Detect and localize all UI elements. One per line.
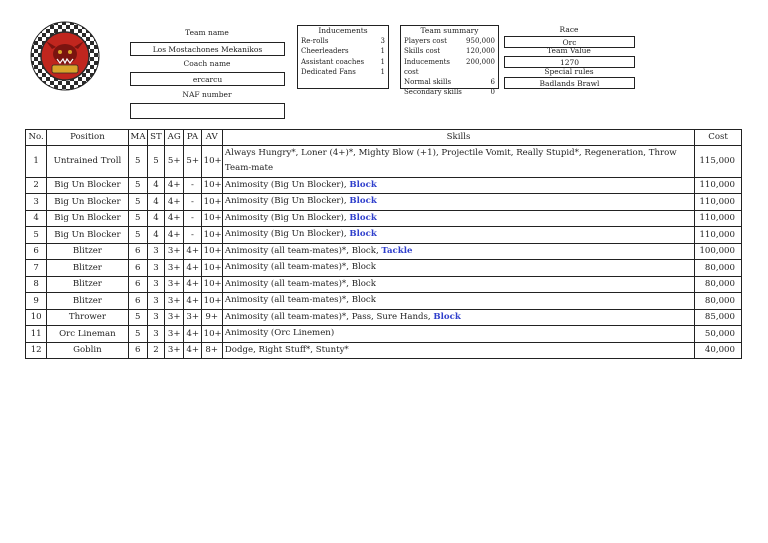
- table-row: [26, 276, 742, 293]
- cell-position: Orc Lineman: [47, 326, 128, 343]
- cell-av: 10+: [201, 276, 222, 293]
- cell-av: 10+: [201, 177, 222, 194]
- cell-av: 10+: [201, 293, 222, 310]
- cell-cost: 115,000: [695, 145, 742, 177]
- skill-added: Block: [349, 196, 377, 206]
- cell-st: 3: [147, 309, 164, 326]
- team-name-field[interactable]: Los Mostachones Mekanikos: [130, 42, 285, 56]
- column-header-cost: Cost: [695, 130, 742, 146]
- column-header-st: ST: [147, 130, 164, 146]
- cell-cost: 110,000: [695, 227, 742, 244]
- column-header-ag: AG: [165, 130, 184, 146]
- cell-ag: 3+: [165, 243, 184, 260]
- inducements-box: [297, 25, 389, 89]
- cell-ma: 5: [128, 210, 147, 227]
- cell-position: Blitzer: [47, 293, 128, 310]
- roster-header-row: [26, 130, 742, 146]
- inducement-item-value: 3: [380, 37, 385, 45]
- inducement-item-value: 1: [380, 47, 385, 56]
- special-rules-label: Special rules: [544, 67, 594, 76]
- table-row: [26, 326, 742, 343]
- team-summary-box: [400, 25, 499, 97]
- cell-av: 10+: [201, 210, 222, 227]
- cell-ag: 3+: [165, 260, 184, 277]
- cell-cost: 110,000: [695, 177, 742, 194]
- cell-cost: 80,000: [695, 260, 742, 277]
- table-row: [26, 210, 742, 227]
- summary-item-value: 200,000: [466, 57, 495, 66]
- cell-no: 10: [26, 309, 47, 326]
- team-summary-list: [401, 36, 498, 98]
- cell-pa: 3+: [184, 309, 201, 326]
- cell-pa: 4+: [184, 293, 201, 310]
- summary-item-label: Normal skills: [404, 78, 452, 87]
- cell-ag: 3+: [165, 309, 184, 326]
- inducement-item-value: 1: [380, 67, 385, 76]
- cell-skills: [222, 260, 694, 277]
- coach-name-field[interactable]: ercarcu: [130, 72, 285, 86]
- skill-added: Block: [433, 311, 461, 322]
- cell-ag: 5+: [165, 145, 184, 177]
- cell-cost: 80,000: [695, 276, 742, 293]
- cell-skills: [222, 276, 694, 293]
- cell-ag: 4+: [165, 210, 184, 227]
- table-row: [26, 293, 742, 310]
- summary-item: [401, 87, 498, 97]
- summary-item-value: 0: [490, 88, 495, 97]
- inducement-item-label: Assistant coaches: [301, 57, 365, 66]
- cell-av: 10+: [201, 145, 222, 177]
- cell-position: Goblin: [47, 342, 128, 359]
- cell-ma: 5: [128, 194, 147, 211]
- summary-item-label: Players cost: [404, 37, 447, 45]
- summary-item-label: Secondary skills: [404, 88, 462, 97]
- cell-skills: [222, 243, 694, 260]
- cell-av: 10+: [201, 326, 222, 343]
- cell-no: 6: [26, 243, 47, 260]
- cell-skills: [222, 342, 694, 359]
- cell-cost: 110,000: [695, 194, 742, 211]
- cell-skills: [222, 326, 694, 343]
- skill-text: Animosity (Big Un Blocker),: [224, 229, 350, 239]
- team-name-label: Team name: [185, 28, 229, 37]
- coach-name-label: Coach name: [183, 59, 231, 68]
- cell-position: Blitzer: [47, 243, 128, 260]
- inducements-list: [298, 36, 388, 77]
- cell-st: 3: [147, 326, 164, 343]
- cell-no: 2: [26, 177, 47, 194]
- summary-item: [401, 57, 498, 78]
- column-header-no: No.: [26, 130, 47, 146]
- cell-position: Big Un Blocker: [47, 227, 128, 244]
- column-header-av: AV: [201, 130, 222, 146]
- skill-text: Dodge, Right Stuff*, Stunty*: [224, 344, 349, 355]
- cell-ag: 4+: [165, 227, 184, 244]
- cell-pa: 4+: [184, 326, 201, 343]
- cell-ma: 5: [128, 326, 147, 343]
- naf-number-field[interactable]: [130, 103, 285, 119]
- cell-cost: 50,000: [695, 326, 742, 343]
- cell-position: Blitzer: [47, 276, 128, 293]
- summary-item: [401, 36, 498, 46]
- skill-text: Animosity (all team-mates)*, Block: [224, 262, 376, 272]
- team-summary-title: Team summary: [420, 26, 479, 35]
- cell-st: 3: [147, 243, 164, 260]
- cell-skills: [222, 177, 694, 194]
- summary-item-label: Skills cost: [404, 47, 441, 56]
- column-header-ma: MA: [128, 130, 147, 146]
- cell-ma: 6: [128, 243, 147, 260]
- inducement-item: [298, 57, 388, 67]
- cell-st: 4: [147, 210, 164, 227]
- orc-team-logo-icon: [30, 21, 100, 91]
- cell-av: 10+: [201, 243, 222, 260]
- skill-text: Animosity (all team-mates)*, Block: [224, 278, 376, 289]
- cell-skills: [222, 309, 694, 326]
- summary-item: [401, 46, 498, 56]
- cell-position: Big Un Blocker: [47, 194, 128, 211]
- skill-added: Block: [349, 229, 377, 239]
- cell-cost: 100,000: [695, 243, 742, 260]
- cell-position: Untrained Troll: [47, 145, 128, 177]
- cell-cost: 80,000: [695, 293, 742, 310]
- cell-no: 12: [26, 342, 47, 359]
- cell-st: 4: [147, 194, 164, 211]
- cell-pa: 4+: [184, 342, 201, 359]
- cell-ma: 5: [128, 309, 147, 326]
- cell-av: 10+: [201, 194, 222, 211]
- skill-text: Animosity (Orc Linemen): [224, 328, 335, 338]
- cell-position: Big Un Blocker: [47, 210, 128, 227]
- cell-no: 7: [26, 260, 47, 277]
- cell-no: 8: [26, 276, 47, 293]
- skill-added: Block: [349, 179, 377, 190]
- skill-text: Animosity (all team-mates)*, Pass, Sure Hands,: [224, 311, 434, 322]
- cell-av: 10+: [201, 260, 222, 277]
- cell-ag: 4+: [165, 194, 184, 211]
- inducement-item-value: 1: [380, 57, 385, 66]
- cell-ma: 5: [128, 145, 147, 177]
- cell-ag: 4+: [165, 177, 184, 194]
- skill-text: Animosity (Big Un Blocker),: [224, 196, 350, 206]
- cell-pa: -: [184, 194, 201, 211]
- skill-added: Block: [349, 212, 377, 223]
- cell-no: 5: [26, 227, 47, 244]
- cell-pa: 4+: [184, 276, 201, 293]
- cell-av: 9+: [201, 309, 222, 326]
- cell-skills: [222, 145, 694, 177]
- inducement-item: [298, 46, 388, 56]
- summary-item-value: 950,000: [466, 37, 495, 45]
- table-row: [26, 194, 742, 211]
- cell-ma: 6: [128, 342, 147, 359]
- summary-item-value: 120,000: [466, 47, 495, 56]
- cell-skills: [222, 210, 694, 227]
- team-value-field[interactable]: 1270: [504, 56, 635, 68]
- skill-text: Animosity (all team-mates)*, Block,: [224, 245, 382, 256]
- table-row: [26, 177, 742, 194]
- skill-added: Tackle: [381, 245, 413, 256]
- table-row: [26, 260, 742, 277]
- cell-st: 3: [147, 260, 164, 277]
- cell-st: 3: [147, 276, 164, 293]
- race-label: Race: [559, 25, 579, 34]
- team-logo: [30, 21, 100, 91]
- cell-pa: 4+: [184, 243, 201, 260]
- special-rules-field[interactable]: Badlands Brawl: [504, 77, 635, 89]
- cell-ag: 3+: [165, 326, 184, 343]
- cell-cost: 40,000: [695, 342, 742, 359]
- cell-position: Big Un Blocker: [47, 177, 128, 194]
- cell-pa: -: [184, 227, 201, 244]
- cell-av: 8+: [201, 342, 222, 359]
- inducement-item-label: Dedicated Fans: [301, 67, 356, 76]
- cell-ma: 6: [128, 293, 147, 310]
- cell-cost: 85,000: [695, 309, 742, 326]
- team-value-label: Team Value: [547, 46, 591, 55]
- skill-text: Animosity (Big Un Blocker),: [224, 179, 350, 190]
- roster-table: [25, 129, 742, 359]
- cell-skills: [222, 293, 694, 310]
- cell-no: 3: [26, 194, 47, 211]
- cell-ma: 6: [128, 260, 147, 277]
- inducement-item: [298, 67, 388, 77]
- cell-pa: 4+: [184, 260, 201, 277]
- naf-number-label: NAF number: [182, 90, 232, 99]
- column-header-position: Position: [47, 130, 128, 146]
- cell-ma: 5: [128, 177, 147, 194]
- cell-pa: 5+: [184, 145, 201, 177]
- table-row: [26, 243, 742, 260]
- cell-no: 11: [26, 326, 47, 343]
- table-row: [26, 145, 742, 177]
- cell-skills: [222, 227, 694, 244]
- cell-ag: 3+: [165, 293, 184, 310]
- cell-no: 9: [26, 293, 47, 310]
- cell-ma: 5: [128, 227, 147, 244]
- cell-ma: 6: [128, 276, 147, 293]
- cell-st: 5: [147, 145, 164, 177]
- cell-st: 4: [147, 177, 164, 194]
- skill-text: Animosity (all team-mates)*, Block: [224, 295, 376, 305]
- cell-position: Thrower: [47, 309, 128, 326]
- cell-av: 10+: [201, 227, 222, 244]
- cell-no: 1: [26, 145, 47, 177]
- race-field[interactable]: Orc: [504, 36, 635, 48]
- summary-item-label: Inducements cost: [404, 57, 451, 76]
- column-header-skills: Skills: [222, 130, 694, 146]
- inducement-item-label: Re-rolls: [301, 37, 329, 45]
- cell-st: 2: [147, 342, 164, 359]
- cell-cost: 110,000: [695, 210, 742, 227]
- cell-st: 3: [147, 293, 164, 310]
- cell-st: 4: [147, 227, 164, 244]
- cell-ag: 3+: [165, 276, 184, 293]
- skill-text: Always Hungry*, Loner (4+)*, Mighty Blow (+1), Projectile Vomit, Really Stupid*, Regeneration, Throw Team-mate: [224, 147, 677, 173]
- cell-skills: [222, 194, 694, 211]
- inducement-item: [298, 36, 388, 46]
- inducements-title: Inducements: [318, 26, 368, 35]
- table-row: [26, 227, 742, 244]
- cell-ag: 3+: [165, 342, 184, 359]
- summary-item: [401, 77, 498, 87]
- cell-pa: -: [184, 210, 201, 227]
- table-row: [26, 309, 742, 326]
- summary-item-value: 6: [490, 78, 495, 87]
- skill-text: Animosity (Big Un Blocker),: [224, 212, 350, 223]
- cell-no: 4: [26, 210, 47, 227]
- column-header-pa: PA: [184, 130, 201, 146]
- cell-position: Blitzer: [47, 260, 128, 277]
- table-row: [26, 342, 742, 359]
- cell-pa: -: [184, 177, 201, 194]
- inducement-item-label: Cheerleaders: [301, 47, 349, 56]
